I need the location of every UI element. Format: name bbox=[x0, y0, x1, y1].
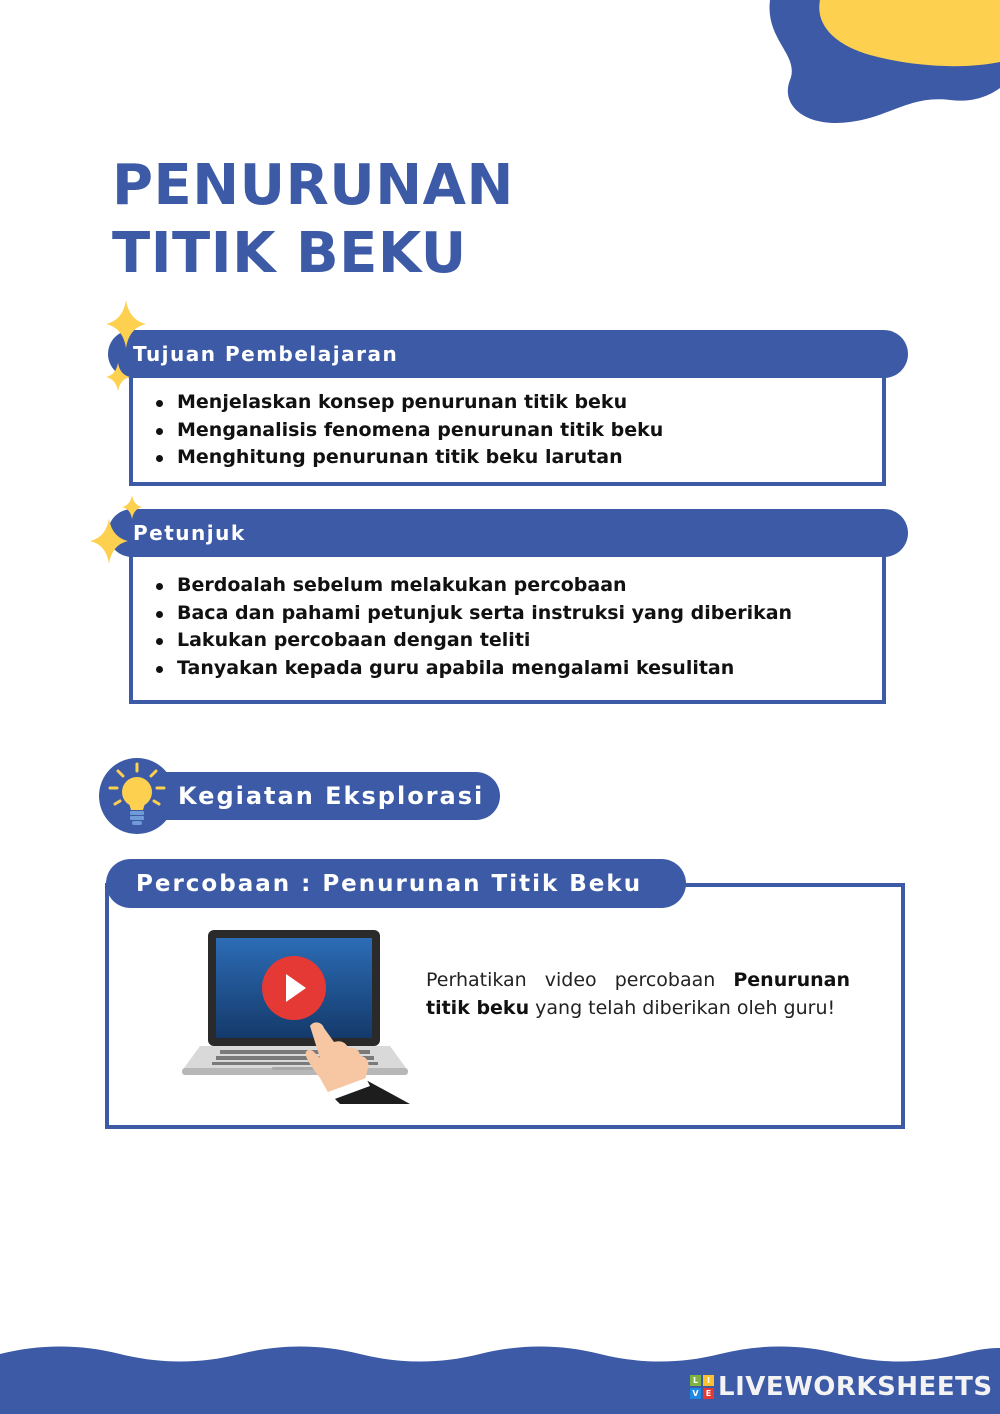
sparkle-icon bbox=[106, 300, 146, 348]
percobaan-heading: Percobaan : Penurunan Titik Beku bbox=[136, 870, 643, 897]
liveworksheets-watermark bbox=[690, 1372, 993, 1402]
lightbulb-icon bbox=[106, 762, 168, 830]
tujuan-heading: Tujuan Pembelajaran bbox=[133, 342, 399, 366]
logo-letter: E bbox=[703, 1388, 714, 1399]
kegiatan-heading-pill bbox=[140, 772, 500, 820]
percobaan-description bbox=[426, 966, 850, 1022]
petunjuk-item: Berdoalah sebelum melakukan percobaan bbox=[177, 572, 882, 600]
petunjuk-item: Lakukan percobaan dengan teliti bbox=[177, 627, 882, 655]
tujuan-item: Menghitung penurunan titik beku larutan bbox=[177, 444, 882, 472]
petunjuk-item: Tanyakan kepada guru apabila mengalami kesulitan bbox=[177, 655, 882, 683]
laptop-play-icon bbox=[180, 928, 410, 1104]
logo-letter: V bbox=[690, 1388, 701, 1399]
tujuan-item: Menganalisis fenomena penurunan titik beku bbox=[177, 417, 882, 445]
petunjuk-heading: Petunjuk bbox=[133, 521, 246, 545]
logo-letter: L bbox=[690, 1375, 701, 1386]
tujuan-heading-pill bbox=[108, 330, 908, 378]
corner-blob-decoration bbox=[760, 0, 1000, 130]
petunjuk-list bbox=[133, 572, 882, 682]
kegiatan-heading: Kegiatan Eksplorasi bbox=[178, 782, 485, 810]
liveworksheets-logo bbox=[690, 1375, 714, 1399]
petunjuk-item: Baca dan pahami petunjuk serta instruksi yang diberikan bbox=[177, 600, 882, 628]
tujuan-box bbox=[129, 372, 886, 486]
page-title-line1: PENURUNAN bbox=[112, 153, 514, 218]
petunjuk-box bbox=[129, 552, 886, 704]
sparkle-icon bbox=[106, 362, 130, 392]
page-title-line2: TITIK BEKU bbox=[112, 221, 467, 286]
desc-bold: Penurunan titik beku bbox=[426, 969, 850, 1019]
tujuan-list bbox=[133, 389, 882, 472]
desc-post: yang telah diberikan oleh guru! bbox=[529, 997, 836, 1019]
liveworksheets-brand: LIVEWORKSHEETS bbox=[718, 1372, 993, 1402]
logo-letter: I bbox=[703, 1375, 714, 1386]
sparkle-icon bbox=[90, 518, 128, 564]
tujuan-item: Menjelaskan konsep penurunan titik beku bbox=[177, 389, 882, 417]
sparkle-icon bbox=[122, 494, 142, 520]
desc-pre: Perhatikan video percobaan bbox=[426, 969, 734, 991]
page-title bbox=[112, 152, 514, 288]
petunjuk-heading-pill bbox=[108, 509, 908, 557]
percobaan-heading-pill bbox=[106, 859, 686, 908]
